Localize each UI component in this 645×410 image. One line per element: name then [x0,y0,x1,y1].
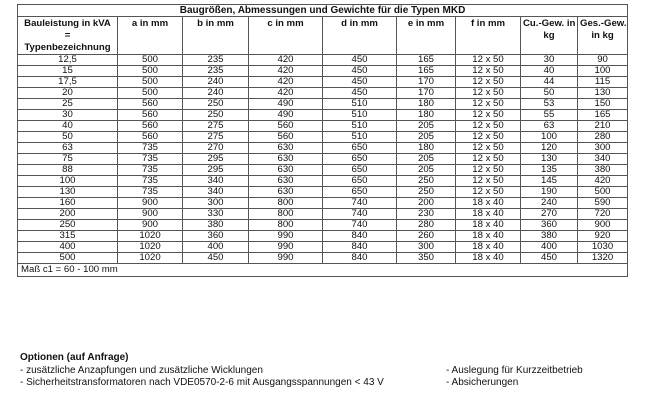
table-cell: 130 [18,187,118,198]
table-cell: 300 [397,242,456,253]
table-cell: 450 [323,55,397,66]
table-cell: 560 [118,132,183,143]
table-cell: 150 [578,99,628,110]
table-cell: 165 [397,66,456,77]
table-row [18,66,628,77]
table-cell: 560 [249,132,323,143]
table-cell: 380 [521,231,578,242]
column-header [323,17,397,55]
table-cell: 200 [18,209,118,220]
table-cell: 500 [118,66,183,77]
table-cell: 165 [578,110,628,121]
table-cell: 400 [18,242,118,253]
table-cell: 250 [397,176,456,187]
table-cell: 12 x 50 [456,66,521,77]
table-cell: 280 [578,132,628,143]
column-header [18,17,118,55]
table-cell: 1020 [118,242,183,253]
column-header-line: Typenbezeichnung [24,42,111,53]
table-cell: 740 [323,220,397,231]
table-cell: 560 [249,121,323,132]
table-cell: 450 [323,77,397,88]
table-cell: 300 [578,143,628,154]
table-cell: 840 [323,231,397,242]
table-cell: 205 [397,132,456,143]
table-row [18,198,628,209]
table-cell: 12 x 50 [456,88,521,99]
table-cell: 380 [183,220,249,231]
table-row [18,88,628,99]
table-row [18,110,628,121]
table-cell: 800 [249,198,323,209]
table-cell: 53 [521,99,578,110]
table-cell: 12 x 50 [456,176,521,187]
table-row [18,231,628,242]
table-cell: 180 [397,99,456,110]
table-cell: 420 [249,88,323,99]
table-row [18,176,628,187]
table-cell: 18 x 40 [456,198,521,209]
table-cell: 650 [323,143,397,154]
table-cell: 560 [118,121,183,132]
table-cell: 450 [183,253,249,264]
table-cell: 250 [397,187,456,198]
table-cell: 63 [521,121,578,132]
table-cell: 15 [18,66,118,77]
table-cell: 735 [118,187,183,198]
table-cell: 30 [521,55,578,66]
column-header-line: in kg [591,30,614,41]
table-cell: 840 [323,253,397,264]
table-cell: 240 [183,88,249,99]
table-cell: 12,5 [18,55,118,66]
table-cell: 340 [578,154,628,165]
table-cell: 450 [521,253,578,264]
table-cell: 270 [521,209,578,220]
table-row [18,77,628,88]
table-cell: 12 x 50 [456,143,521,154]
table-cell: 88 [18,165,118,176]
table-cell: 12 x 50 [456,165,521,176]
table-cell: 500 [18,253,118,264]
table-cell: 630 [249,187,323,198]
table-row [18,253,628,264]
table-row [18,55,628,66]
table-cell: 130 [521,154,578,165]
table-cell: 240 [521,198,578,209]
column-header-line: kg [543,30,555,41]
table-cell: 12 x 50 [456,132,521,143]
table-cell: 1030 [578,242,628,253]
column-header-row [18,17,628,55]
table-cell: 735 [118,165,183,176]
table-cell: 20 [18,88,118,99]
table-cell: 510 [323,99,397,110]
table-cell: 12 x 50 [456,187,521,198]
table-cell: 235 [183,66,249,77]
table-body [18,55,628,264]
option-item: - Absicherungen [446,377,519,388]
table-cell: 275 [183,132,249,143]
column-header [521,17,578,55]
table-cell: 800 [249,209,323,220]
table-cell: 740 [323,198,397,209]
table-cell: 490 [249,99,323,110]
table-cell: 560 [118,110,183,121]
table-cell: 900 [118,209,183,220]
table-cell: 500 [578,187,628,198]
column-header-line: e in mm [407,18,445,29]
table-cell: 75 [18,154,118,165]
table-cell: 510 [323,110,397,121]
table-cell: 630 [249,154,323,165]
column-header-line: d in mm [341,18,378,29]
table-cell: 18 x 40 [456,253,521,264]
column-header [118,17,183,55]
options-row [20,365,630,378]
table-cell: 330 [183,209,249,220]
table-cell: 90 [578,55,628,66]
table-cell: 735 [118,143,183,154]
table-cell: 380 [578,165,628,176]
table-cell: 500 [118,88,183,99]
table-cell: 1020 [118,231,183,242]
table-cell: 100 [578,66,628,77]
table-cell: 190 [521,187,578,198]
table-cell: 18 x 40 [456,231,521,242]
table-note: Maß c1 = 60 - 100 mm [18,264,628,277]
table-cell: 510 [323,121,397,132]
table-cell: 630 [249,143,323,154]
table-cell: 12 x 50 [456,99,521,110]
column-header-line: = [64,30,71,41]
table-cell: 210 [578,121,628,132]
table-cell: 450 [323,66,397,77]
table-row [18,165,628,176]
table-cell: 115 [578,77,628,88]
option-item: - Auslegung für Kurzzeitbetrieb [446,364,583,376]
table-cell: 40 [18,121,118,132]
table-row [18,187,628,198]
table-row [18,121,628,132]
table-cell: 630 [249,176,323,187]
table-row [18,220,628,231]
table-cell: 270 [183,143,249,154]
table-cell: 650 [323,154,397,165]
table-cell: 250 [183,99,249,110]
table-cell: 560 [118,99,183,110]
table-row [18,242,628,253]
table-cell: 800 [249,220,323,231]
table-cell: 300 [183,198,249,209]
options-section [20,352,630,390]
table-cell: 160 [18,198,118,209]
table-cell: 400 [183,242,249,253]
column-header-line: a in mm [131,18,169,29]
table-cell: 650 [323,176,397,187]
option-item: - zusätzliche Anzapfungen und zusätzliche Wicklungen [20,364,263,376]
table-cell: 990 [249,253,323,264]
column-header-line: Ges.-Gew. [580,18,627,29]
table-row [18,132,628,143]
table-cell: 360 [183,231,249,242]
table-cell: 240 [183,77,249,88]
table-cell: 350 [397,253,456,264]
table-cell: 650 [323,187,397,198]
table-cell: 740 [323,209,397,220]
table-cell: 205 [397,165,456,176]
table-cell: 230 [397,209,456,220]
column-header-line: b in mm [197,18,234,29]
column-header-line: Cu.-Gew. in [523,18,576,29]
table-cell: 590 [578,198,628,209]
table-cell: 55 [521,110,578,121]
table-cell: 130 [578,88,628,99]
column-header-line: Bauleistung in kVA [24,18,111,29]
table-cell: 295 [183,165,249,176]
table-cell: 200 [397,198,456,209]
table-cell: 135 [521,165,578,176]
dimensions-table [17,4,628,277]
table-cell: 990 [249,231,323,242]
table-cell: 990 [249,242,323,253]
table-cell: 510 [323,132,397,143]
table-cell: 100 [18,176,118,187]
column-header [397,17,456,55]
table-cell: 735 [118,154,183,165]
table-cell: 295 [183,154,249,165]
table-cell: 170 [397,88,456,99]
table-cell: 450 [323,88,397,99]
table-cell: 63 [18,143,118,154]
table-row [18,143,628,154]
table-cell: 420 [249,55,323,66]
table-cell: 500 [118,77,183,88]
option-item: - Sicherheitstransformatoren nach VDE0570-2-6 mit Ausgangsspannungen < 43 V [20,377,384,388]
table-cell: 12 x 50 [456,55,521,66]
table-cell: 18 x 40 [456,242,521,253]
table-cell: 315 [18,231,118,242]
table-cell: 17,5 [18,77,118,88]
table-cell: 12 x 50 [456,110,521,121]
column-header [249,17,323,55]
table-cell: 360 [521,220,578,231]
column-header-line: c in mm [267,18,304,29]
table-cell: 400 [521,242,578,253]
table-title: Baugrößen, Abmessungen und Gewichte für die Typen MKD [18,5,628,17]
table-cell: 500 [118,55,183,66]
table-cell: 205 [397,121,456,132]
table-cell: 12 x 50 [456,121,521,132]
table-cell: 630 [249,165,323,176]
table-cell: 260 [397,231,456,242]
table-cell: 40 [521,66,578,77]
table-cell: 120 [521,143,578,154]
table-cell: 12 x 50 [456,77,521,88]
table-cell: 250 [18,220,118,231]
table-cell: 180 [397,110,456,121]
table-row [18,209,628,220]
table-cell: 275 [183,121,249,132]
table-cell: 420 [249,77,323,88]
table-cell: 490 [249,110,323,121]
table-cell: 720 [578,209,628,220]
table-row [18,99,628,110]
table-cell: 840 [323,242,397,253]
table-cell: 12 x 50 [456,154,521,165]
table-cell: 235 [183,55,249,66]
table-cell: 280 [397,220,456,231]
table-cell: 250 [183,110,249,121]
table-cell: 650 [323,165,397,176]
table-row [18,154,628,165]
table-cell: 735 [118,176,183,187]
table-cell: 50 [521,88,578,99]
table-cell: 340 [183,187,249,198]
table-cell: 1020 [118,253,183,264]
options-title: Optionen (auf Anfrage) [20,352,129,363]
table-cell: 100 [521,132,578,143]
table-cell: 1320 [578,253,628,264]
options-row [20,377,630,390]
table-cell: 25 [18,99,118,110]
table-cell: 420 [249,66,323,77]
column-header-line: f in mm [470,18,506,29]
column-header [456,17,521,55]
table-cell: 180 [397,143,456,154]
table-cell: 420 [578,176,628,187]
table-cell: 44 [521,77,578,88]
column-header [183,17,249,55]
table-cell: 18 x 40 [456,209,521,220]
table-cell: 170 [397,77,456,88]
table-cell: 145 [521,176,578,187]
table-cell: 900 [118,198,183,209]
table-cell: 205 [397,154,456,165]
table-cell: 340 [183,176,249,187]
table-cell: 900 [118,220,183,231]
table-cell: 920 [578,231,628,242]
table-cell: 165 [397,55,456,66]
table-cell: 900 [578,220,628,231]
table-cell: 18 x 40 [456,220,521,231]
table-cell: 30 [18,110,118,121]
table-cell: 50 [18,132,118,143]
column-header [578,17,628,55]
